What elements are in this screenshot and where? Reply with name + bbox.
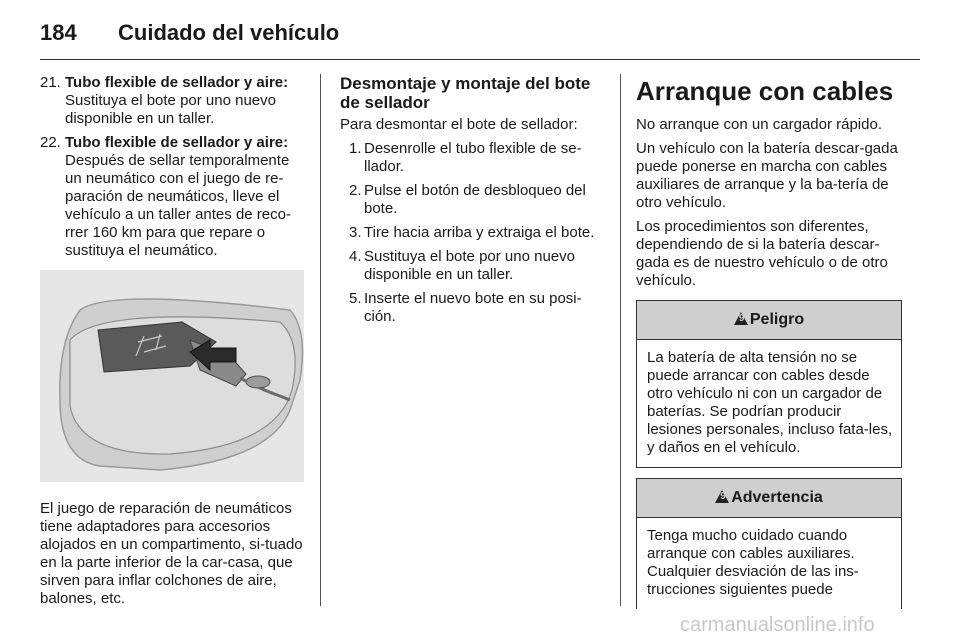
list-item bbox=[40, 134, 304, 260]
step-item bbox=[340, 290, 606, 326]
step-item bbox=[340, 182, 606, 218]
step-number: 1. bbox=[349, 140, 362, 157]
danger-box bbox=[636, 300, 902, 468]
item-title: Tubo flexible de sellador y aire: bbox=[65, 74, 289, 91]
item-text: Después de sellar temporalmente un neumático con el juego de re-paración de neumáticos, lleve el vehículo a un taller antes de reco-rrer 160 km para que repare o sustituya el neumático. bbox=[65, 152, 291, 259]
photo-caption: El juego de reparación de neumáticos tiene adaptadores para accesorios alojados en un compartimento, si-tuado en la parte inferior de la car-casa, que sirven para inflar colchones de aire, balones, etc. bbox=[40, 500, 303, 607]
paragraph: No arranque con un cargador rápido. bbox=[636, 116, 882, 133]
step-text: Tire hacia arriba y extraiga el bote. bbox=[364, 224, 595, 241]
section-title: Arranque con cables bbox=[636, 76, 894, 106]
page-header bbox=[40, 14, 920, 56]
item-title: Tubo flexible de sellador y aire: bbox=[65, 134, 289, 151]
paragraph: Los procedimientos son diferentes, dependiendo de si la batería descar-gada es de nuestro vehículo o de otro vehículo. bbox=[636, 218, 888, 289]
step-item bbox=[340, 224, 606, 242]
step-number: 5. bbox=[349, 290, 362, 307]
column-divider bbox=[620, 74, 621, 606]
tire-repair-kit-photo bbox=[40, 270, 304, 482]
item-number: 22. bbox=[40, 134, 61, 151]
item-text: Sustituya el bote por uno nuevo disponible en un taller. bbox=[65, 92, 276, 127]
steps-list bbox=[340, 140, 606, 326]
header-divider bbox=[40, 59, 920, 60]
step-text: Sustituya el bote por uno nuevo disponible en un taller. bbox=[364, 248, 575, 283]
warning-box-header bbox=[637, 479, 901, 518]
step-text: Desenrolle el tubo flexible de se-llador. bbox=[364, 140, 582, 175]
paragraph: Un vehículo con la batería descar-gada puede ponerse en marcha con cables auxiliares de arranque y la ba-tería de otro vehículo. bbox=[636, 140, 898, 211]
section-heading: Desmontaje y montaje del bote de sellador bbox=[340, 74, 591, 112]
warning-box bbox=[636, 478, 902, 609]
chapter-title: Cuidado del vehículo bbox=[118, 20, 340, 45]
warning-triangle-icon: 9 bbox=[715, 490, 729, 503]
step-item bbox=[340, 248, 606, 284]
item-number: 21. bbox=[40, 74, 61, 91]
warning-box-title: Advertencia bbox=[731, 489, 823, 506]
step-number: 4. bbox=[349, 248, 362, 265]
column-middle bbox=[340, 74, 606, 332]
danger-box-header bbox=[637, 301, 901, 340]
danger-box-text: La batería de alta tensión no se puede arrancar con cables desde otro vehículo ni con un cargador de baterías. Se podrían producir lesiones personales, incluso fata-les, y daños en el vehículo. bbox=[647, 349, 893, 456]
column-divider bbox=[320, 74, 321, 606]
step-text: Inserte el nuevo bote en su posi-ción. bbox=[364, 290, 582, 325]
warning-triangle-icon: 9 bbox=[734, 312, 748, 325]
sealant-compartment-illustration bbox=[40, 270, 304, 482]
column-left bbox=[40, 74, 304, 608]
step-number: 2. bbox=[349, 182, 362, 199]
danger-box-title: Peligro bbox=[749, 311, 805, 328]
watermark: carmanualsonline.info bbox=[680, 614, 875, 636]
component-list bbox=[40, 74, 304, 260]
list-item bbox=[40, 74, 304, 128]
warning-box-text: Tenga mucho cuidado cuando arranque con cables auxiliares. Cualquier desviación de las ins-trucciones siguientes puede bbox=[647, 527, 859, 598]
step-number: 3. bbox=[349, 224, 362, 241]
intro-text: Para desmontar el bote de sellador: bbox=[340, 116, 578, 133]
step-text: Pulse el botón de desbloqueo del bote. bbox=[364, 182, 586, 217]
page-number: 184 bbox=[40, 20, 77, 45]
column-right bbox=[636, 74, 902, 609]
step-item bbox=[340, 140, 606, 176]
